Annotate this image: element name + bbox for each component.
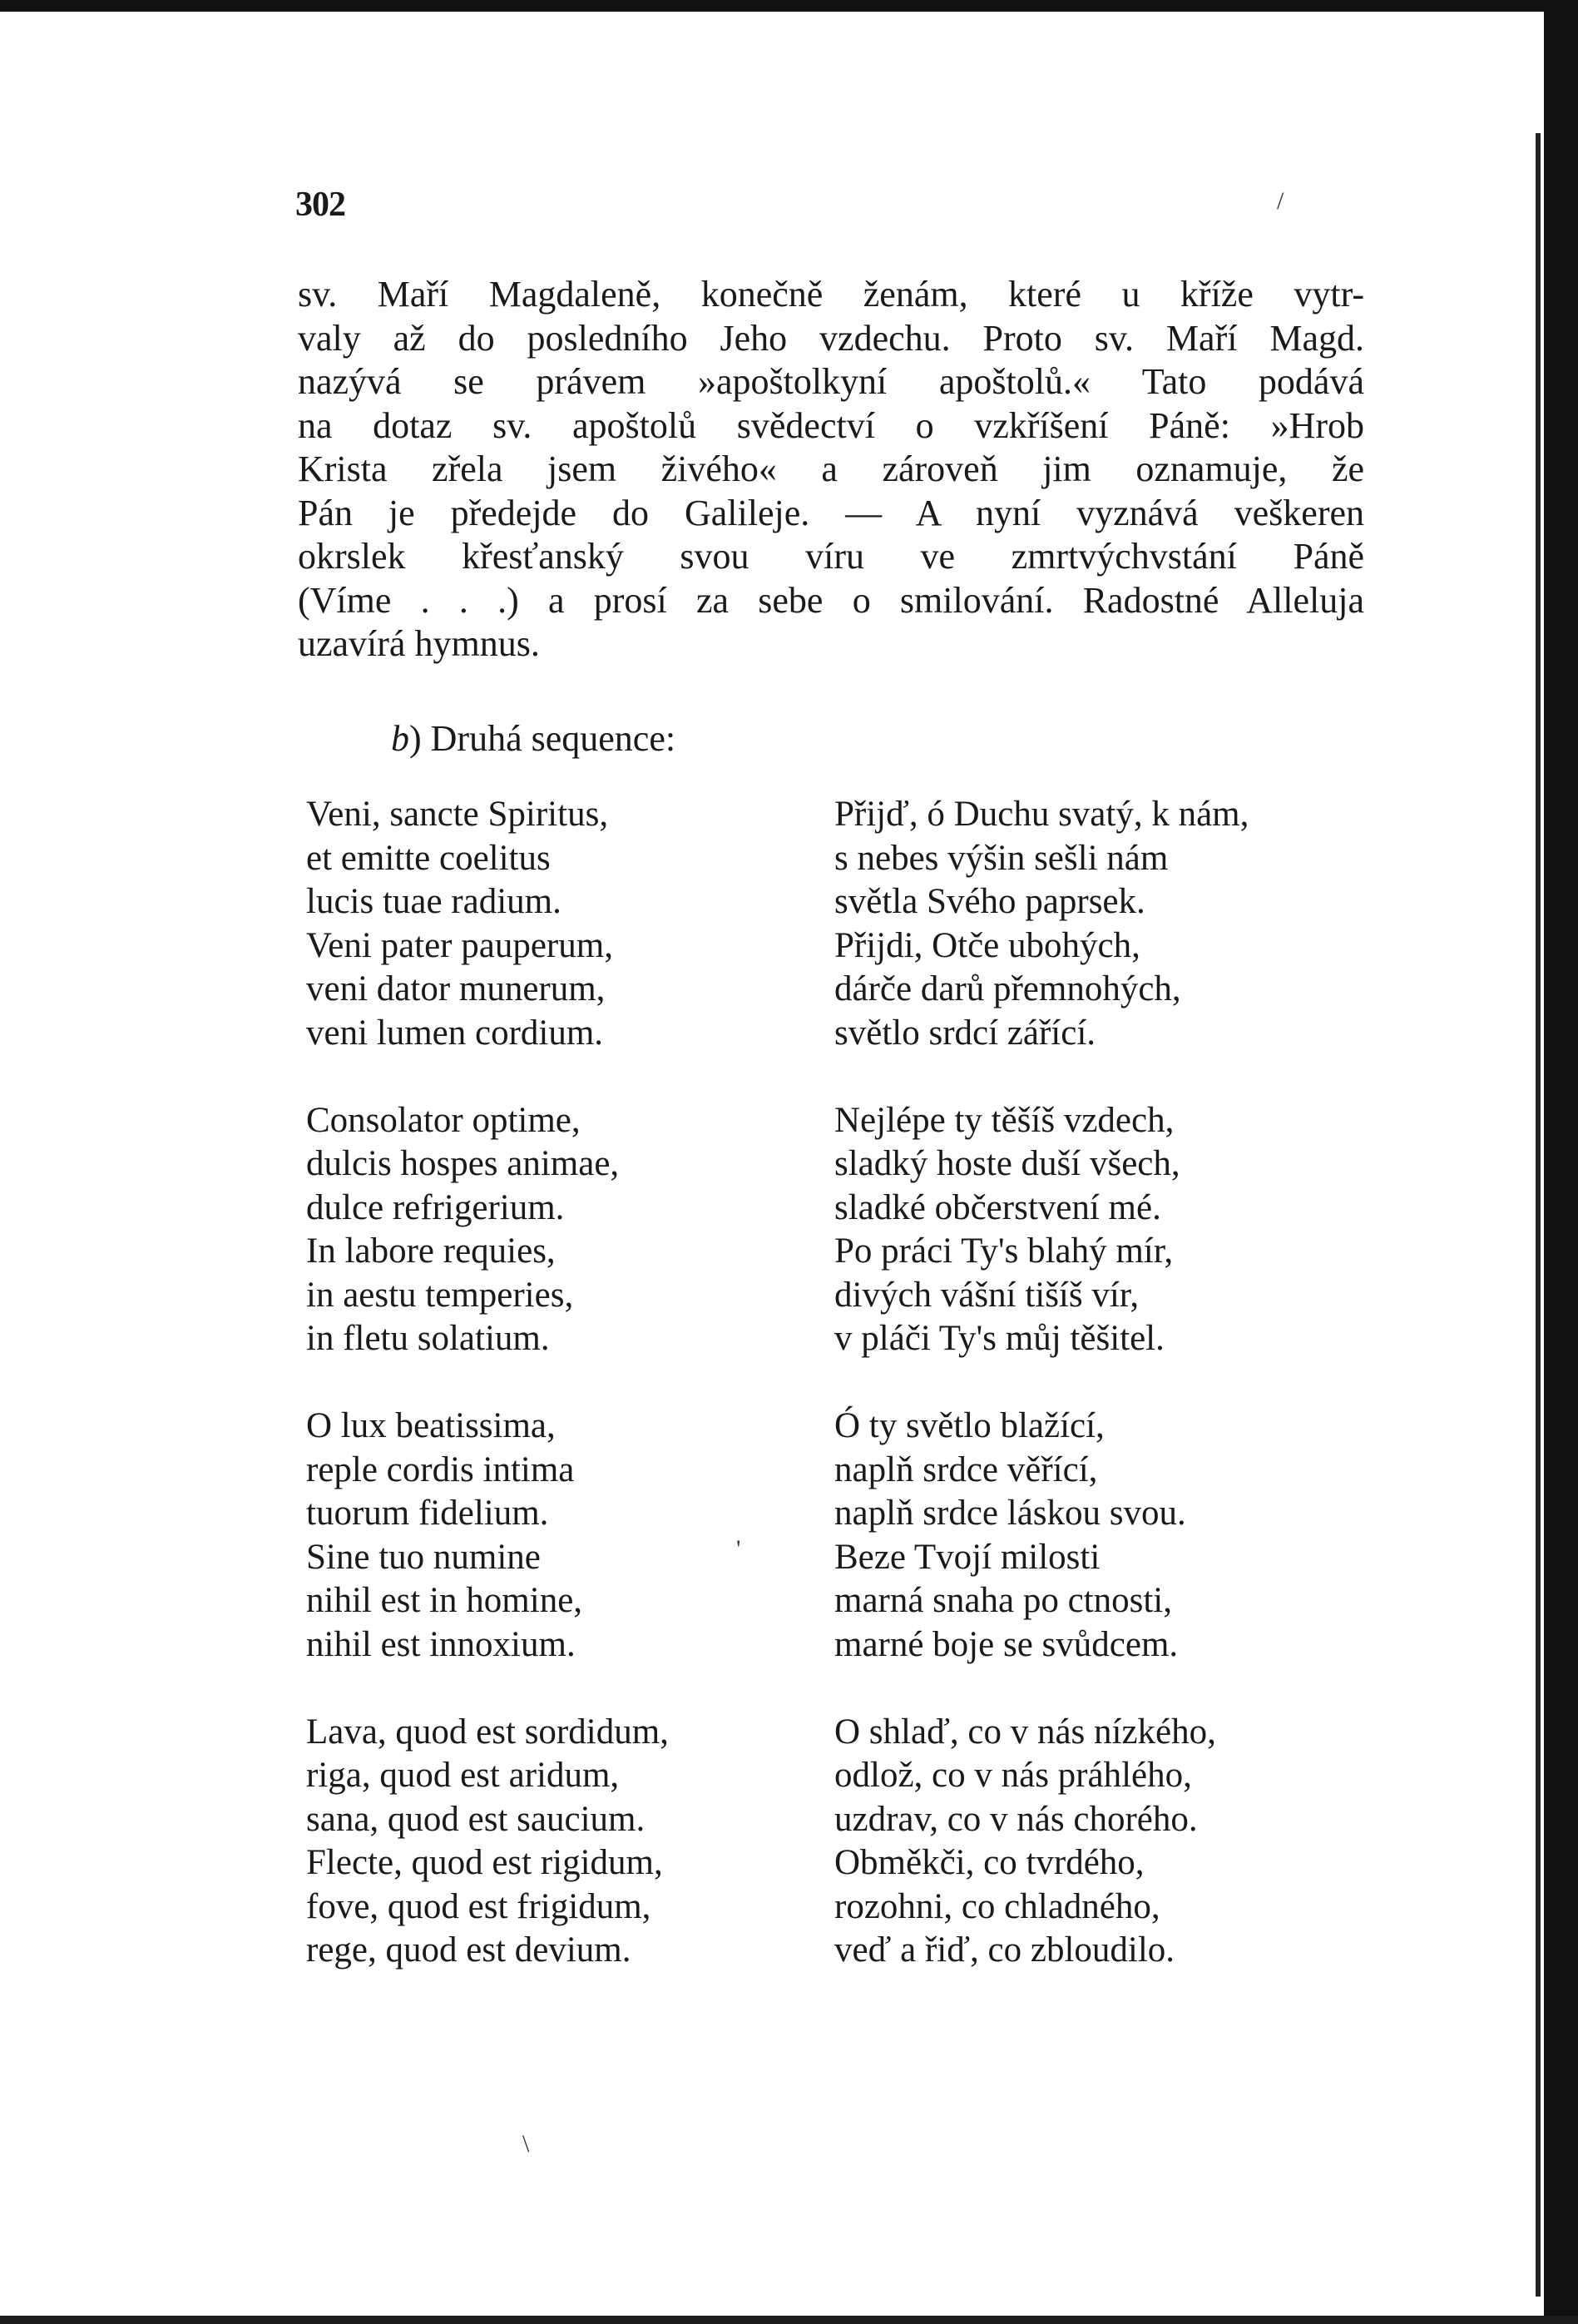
- latin-verse: veni lumen cordium.: [306, 1013, 604, 1053]
- latin-verse: In labore requies,: [306, 1231, 556, 1271]
- latin-verse: Veni pater pauperum,: [306, 925, 613, 965]
- sequence-heading-text: ) Druhá sequence:: [409, 718, 676, 759]
- czech-verse: uzdrav, co v nás chorého.: [834, 1799, 1198, 1839]
- latin-verse: reple cordis intima: [306, 1449, 575, 1489]
- czech-verse: O shlaď, co v nás nízkého,: [834, 1712, 1216, 1752]
- czech-verse: rozohni, co chladného,: [834, 1886, 1160, 1926]
- latin-verse: lucis tuae radium.: [306, 882, 561, 921]
- czech-verse: Nejlépe ty těšíš vzdech,: [834, 1100, 1175, 1140]
- scan-speck: ': [736, 1535, 741, 1563]
- page-number: 302: [295, 186, 345, 224]
- latin-verse: veni dator munerum,: [306, 969, 606, 1008]
- latin-verse: rege, quod est devium.: [306, 1930, 631, 1970]
- latin-verse: Sine tuo numine: [306, 1537, 541, 1577]
- scan-edge-line: [1536, 133, 1541, 2297]
- intro-line: nazývá se právem »apoštolkyní apoštolů.« Tato podává: [298, 361, 1364, 402]
- latin-verse: nihil est innoxium.: [306, 1624, 576, 1664]
- czech-stanza: [834, 1405, 1249, 1667]
- czech-verse: veď a řiď, co zbloudilo.: [834, 1930, 1175, 1970]
- czech-verse: sladký hoste duší všech,: [834, 1144, 1180, 1183]
- czech-verse: dárče darů přemnohých,: [834, 969, 1181, 1008]
- intro-line: uzavírá hymnus.: [298, 623, 540, 664]
- scan-edge-top: [0, 0, 1578, 12]
- czech-verse: naplň srdce věřící,: [834, 1449, 1098, 1489]
- scan-speck: /: [1277, 187, 1284, 215]
- czech-column: [834, 793, 1249, 2016]
- latin-verse: Consolator optime,: [306, 1100, 581, 1140]
- latin-stanza: [306, 1405, 669, 1667]
- latin-stanza: [306, 1099, 669, 1361]
- czech-verse: Obměkči, co tvrdého,: [834, 1843, 1145, 1882]
- latin-verse: fove, quod est frigidum,: [306, 1886, 651, 1926]
- latin-verse: dulcis hospes animae,: [306, 1144, 620, 1183]
- czech-verse: odlož, co v nás práhlého,: [834, 1756, 1192, 1795]
- latin-column: [306, 793, 669, 2016]
- sequence-heading: [391, 717, 675, 760]
- czech-verse: naplň srdce láskou svou.: [834, 1494, 1186, 1533]
- latin-stanza: [306, 793, 669, 1055]
- latin-verse: in aestu temperies,: [306, 1275, 574, 1315]
- czech-verse: v pláči Ty's můj těšitel.: [834, 1319, 1165, 1358]
- scan-edge-bottom: [0, 2316, 1578, 2324]
- latin-verse: dulce refrigerium.: [306, 1187, 565, 1227]
- czech-verse: divých vášní tišíš vír,: [834, 1275, 1140, 1315]
- intro-paragraph: [298, 273, 1364, 666]
- latin-verse: Lava, quod est sordidum,: [306, 1712, 669, 1752]
- intro-line: okrslek křesťanský svou víru ve zmrtvýchvstání Páně: [298, 536, 1364, 577]
- czech-verse: Po práci Ty's blahý mír,: [834, 1231, 1174, 1271]
- intro-line: sv. Maří Magdaleně, konečně ženám, které u kříže vytr-: [298, 274, 1364, 315]
- czech-stanza: [834, 1099, 1249, 1361]
- latin-verse: riga, quod est aridum,: [306, 1756, 620, 1795]
- czech-verse: sladké občerstvení mé.: [834, 1187, 1161, 1227]
- czech-stanza: [834, 793, 1249, 1055]
- czech-verse: světlo srdcí zářící.: [834, 1013, 1096, 1053]
- latin-verse: sana, quod est saucium.: [306, 1799, 646, 1839]
- czech-verse: Přijď, ó Duchu svatý, k nám,: [834, 795, 1249, 834]
- czech-stanza: [834, 1711, 1249, 1973]
- intro-line: Krista zřela jsem živého« a zároveň jim oznamuje, že: [298, 448, 1364, 489]
- scan-edge-right: [1544, 0, 1578, 2324]
- latin-verse: nihil est in homine,: [306, 1581, 583, 1620]
- latin-verse: in fletu solatium.: [306, 1319, 550, 1358]
- czech-verse: s nebes výšin sešli nám: [834, 838, 1169, 878]
- czech-verse: Přijdi, Otče ubohých,: [834, 925, 1140, 965]
- czech-verse: Beze Tvojí milosti: [834, 1537, 1101, 1577]
- czech-verse: marné boje se svůdcem.: [834, 1624, 1179, 1664]
- latin-verse: tuorum fidelium.: [306, 1494, 549, 1533]
- czech-verse: Ó ty světlo blažící,: [834, 1406, 1105, 1445]
- latin-verse: Flecte, quod est rigidum,: [306, 1843, 663, 1882]
- latin-verse: O lux beatissima,: [306, 1406, 556, 1445]
- czech-verse: marná snaha po ctnosti,: [834, 1581, 1173, 1620]
- sequence-marker: b: [391, 718, 409, 759]
- latin-verse: Veni, sancte Spiritus,: [306, 795, 609, 834]
- intro-line: Pán je předejde do Galileje. — A nyní vyznává veškeren: [298, 492, 1364, 533]
- latin-stanza: [306, 1711, 669, 1973]
- intro-line: (Víme . . .) a prosí za sebe o smilování. Radostné Alleluja: [298, 579, 1364, 621]
- intro-line: valy až do posledního Jeho vzdechu. Proto sv. Maří Magd.: [298, 317, 1364, 359]
- intro-line: na dotaz sv. apoštolů svědectví o vzkříšení Páně: »Hrob: [298, 404, 1364, 446]
- latin-verse: et emitte coelitus: [306, 838, 551, 878]
- czech-verse: světla Svého paprsek.: [834, 882, 1145, 921]
- scan-speck: \: [522, 2130, 530, 2158]
